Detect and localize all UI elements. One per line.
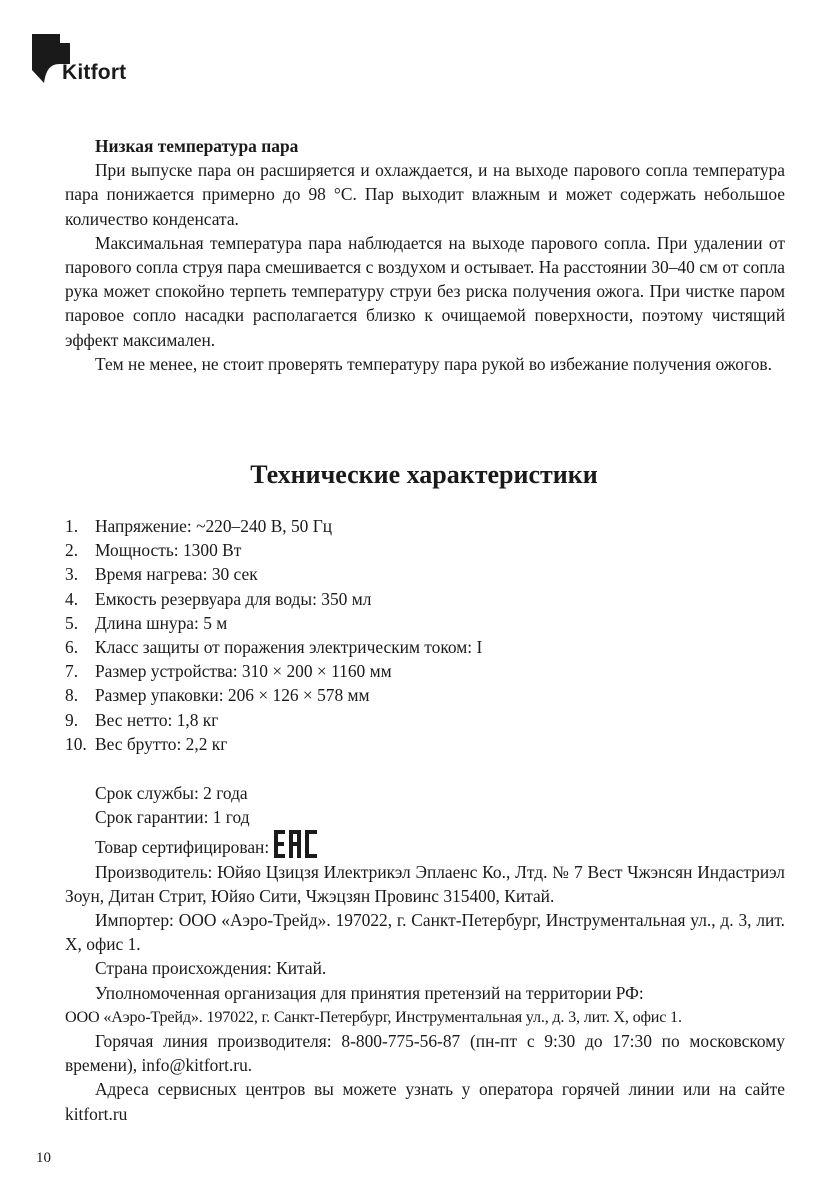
spec-text: Емкость резервуара для воды: 350 мл xyxy=(95,588,372,609)
spec-text: Класс защиты от поражения электрическим током: I xyxy=(95,637,483,658)
service-centers: Адреса сервисных центров вы можете узнать у оператора горячей линии или на сайте kitfort.ru xyxy=(65,1079,785,1124)
spec-text: Мощность: 1300 Вт xyxy=(95,540,242,561)
manufacturer: Производитель: Юйяо Цзицзя Илектрикэл Эплаенс Ко., Лтд. № 7 Вест Чжэнсян Индастриэл Зоун, Дитан Стрит, Юйяо Сити, Чжэцзян Провинс 315400, Китай. xyxy=(65,861,785,906)
spec-text: Размер упаковки: 206 × 126 × 578 мм xyxy=(95,685,370,706)
spec-number: 8. xyxy=(65,685,79,706)
authorized-organization: Уполномоченная организация для принятия претензий на территории РФ: xyxy=(95,982,644,1003)
spec-item xyxy=(65,732,482,756)
importer: Импортер: ООО «Аэро-Трейд». 197022, г. Санкт-Петербург, Инструментальная ул., д. 3, лит. Х, офис 1. xyxy=(65,910,785,955)
spec-number: 10. xyxy=(65,733,87,754)
spec-number: 1. xyxy=(65,516,79,536)
section-heading: Низкая температура пара xyxy=(95,136,299,156)
authorized-organization-address: ООО «Аэро-Трейд». 197022, г. Санкт-Петербург, Инструментальная ул., д. 3, лит. Х, офис 1. xyxy=(65,1007,682,1026)
steam-temperature-section xyxy=(65,134,785,376)
certification-line xyxy=(65,829,785,859)
spec-item xyxy=(65,611,482,635)
spec-item xyxy=(65,635,482,659)
service-life: Срок службы: 2 года xyxy=(95,783,248,803)
specs-list xyxy=(65,514,482,756)
eac-mark-icon xyxy=(273,829,319,859)
country-of-origin: Страна происхождения: Китай. xyxy=(95,958,327,979)
warranty-period: Срок гарантии: 1 год xyxy=(95,807,250,828)
spec-number: 6. xyxy=(65,637,79,658)
kitfort-logo xyxy=(32,34,152,88)
spec-number: 4. xyxy=(65,588,79,609)
spec-item xyxy=(65,562,482,586)
spec-text: Вес нетто: 1,8 кг xyxy=(95,709,219,730)
spec-text: Время нагрева: 30 сек xyxy=(95,564,258,585)
paragraph: Максимальная температура пара наблюдается на выходе парового сопла. При удалении от парового сопла струя пара смешивается с воздухом и остывает. На расстоянии 30–40 см от сопла рука может спокойно терпеть температуру струи без риска получения ожога. При чистке паром паровое сопло насадки располагается близко к очищаемой поверхности, поэтому чистящий эффект максимален. xyxy=(65,232,785,350)
spec-item xyxy=(65,659,482,683)
spec-item xyxy=(65,538,482,562)
certification-text: Товар сертифицирован: xyxy=(95,837,270,858)
spec-text: Напряжение: ~220–240 В, 50 Гц xyxy=(95,516,333,536)
spec-text: Вес брутто: 2,2 кг xyxy=(95,733,228,754)
spec-number: 9. xyxy=(65,709,79,730)
spec-item xyxy=(65,514,482,538)
page-number: 10 xyxy=(36,1150,51,1166)
kitfort-logo-text: Kitfort xyxy=(62,61,127,84)
spec-text: Размер устройства: 310 × 200 × 1160 мм xyxy=(95,661,392,682)
spec-item xyxy=(65,587,482,611)
spec-number: 2. xyxy=(65,540,79,561)
spec-number: 7. xyxy=(65,661,79,682)
spec-text: Длина шнура: 5 м xyxy=(95,612,228,633)
paragraph: При выпуске пара он расширяется и охлаждается, и на выходе парового сопла температура пара понижается примерно до 98 °C. Пар выходит влажным и может содержать небольшое количество конденсата. xyxy=(65,160,785,229)
spec-item xyxy=(65,708,482,732)
specs-title: Технические характеристики xyxy=(250,460,598,489)
spec-item xyxy=(65,683,482,707)
paragraph: Тем не менее, не стоит проверять температуру пара рукой во избежание получения ожогов. xyxy=(95,353,772,374)
info-section xyxy=(65,781,785,1126)
spec-number: 3. xyxy=(65,564,79,585)
hotline: Горячая линия производителя: 8-800-775-56-87 (пн-пт с 9:30 до 17:30 по московскому времени), info@kitfort.ru. xyxy=(65,1031,785,1076)
spec-number: 5. xyxy=(65,612,79,633)
